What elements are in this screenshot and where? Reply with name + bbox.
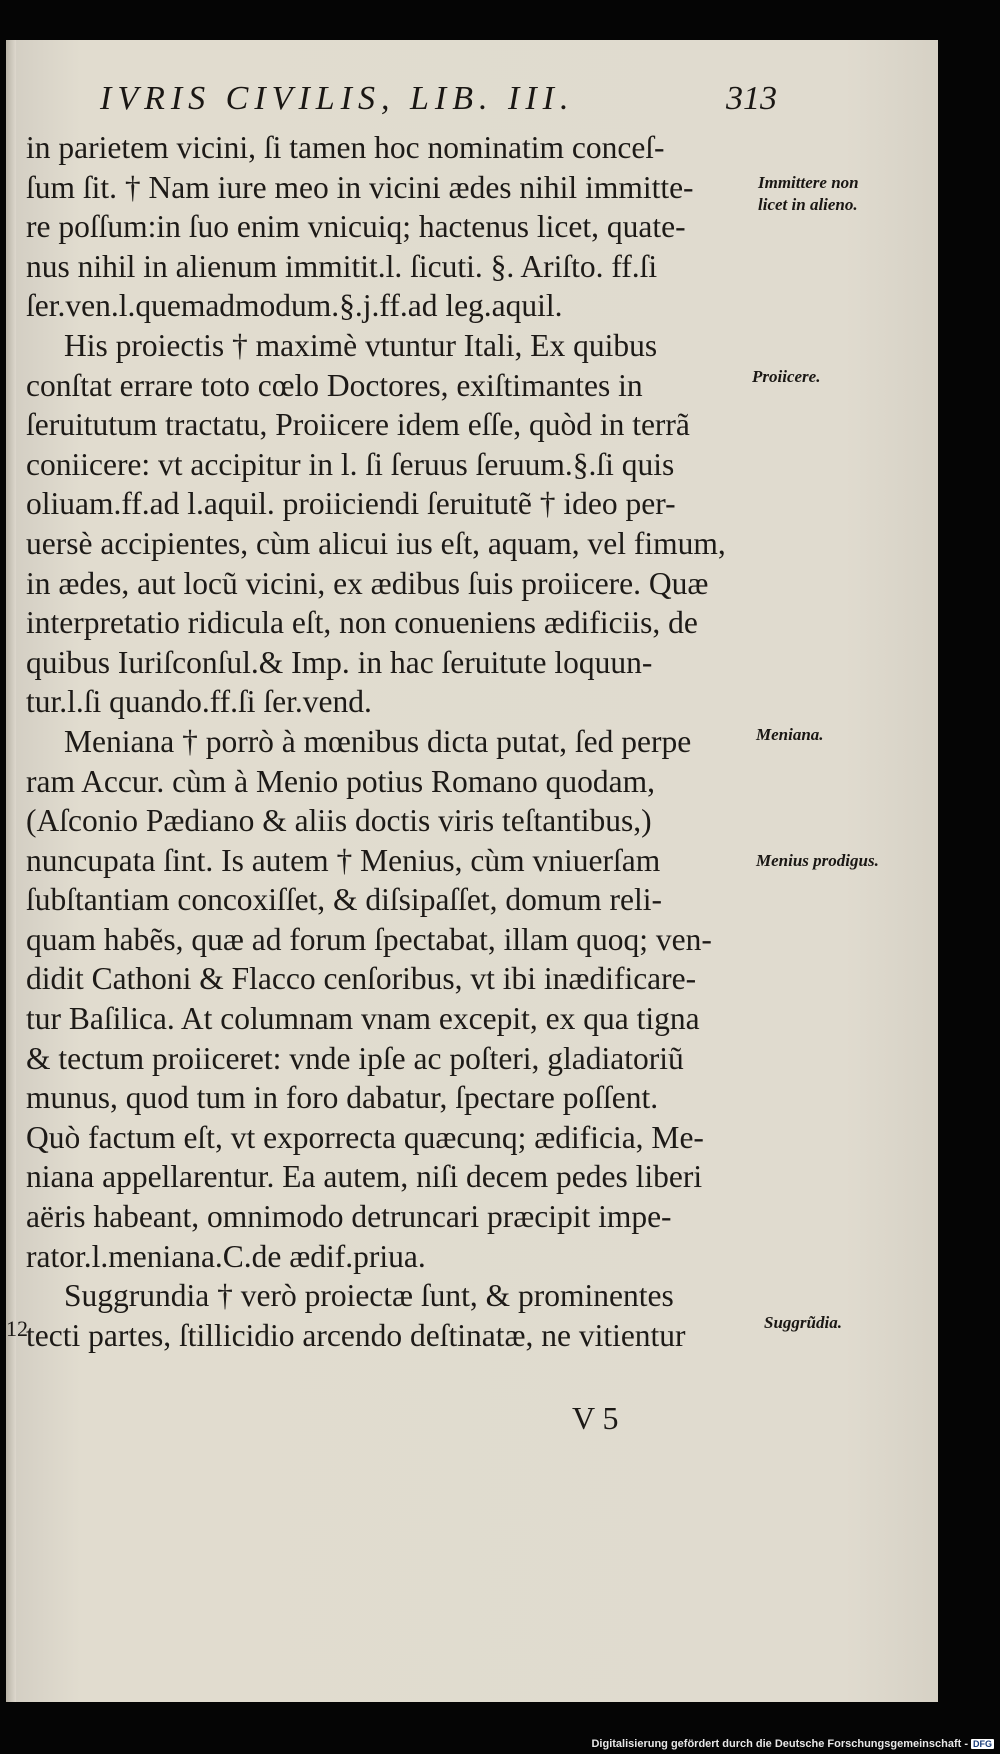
footer-credit: [591, 1738, 994, 1750]
text-line: uersè accipientes, cùm alicui ius eſt, aquam, vel fimum,: [26, 525, 726, 561]
text-line: conſtat errare toto cœlo Doctores, exiſtimantes in: [26, 367, 643, 403]
marginal-note-suggrundia: Suggrũdia.: [764, 1313, 842, 1332]
text-line: tur Baſilica. At columnam vnam excepit, ex qua tigna: [26, 1001, 700, 1037]
text-line: Meniana † porrò à mœnibus dicta putat, ſed perpe: [64, 723, 692, 759]
footer-credit-text: Digitalisierung gefördert durch die Deutsche Forschungsgemeinschaft -: [591, 1738, 968, 1750]
text-line: munus, quod tum in foro dabatur, ſpectare poſſent.: [26, 1080, 659, 1116]
marginal-note-menius: Menius prodigus.: [756, 851, 879, 870]
text-line: re poſſum:in ſuo enim vnicuiq; hactenus licet, quate-: [26, 209, 686, 245]
dfg-logo: DFG: [973, 1739, 992, 1749]
text-line: ſum ſit. † Nam iure meo in vicini ædes nihil immitte-: [26, 169, 694, 205]
page-number: 313: [726, 80, 777, 117]
text-line: ſeruitutum tractatu, Proiicere idem eſſe, quòd in terrã: [26, 407, 690, 443]
text-line: ſubſtantiam concoxiſſet, & diſsipaſſet, domum reli-: [26, 882, 662, 918]
text-line: & tectum proiiceret: vnde ipſe ac poſteri, gladiatoriũ: [26, 1040, 684, 1076]
text-line: didit Cathoni & Flacco cenſoribus, vt ibi inædificare-: [26, 961, 697, 997]
text-line: in parietem vicini, ſi tamen hoc nominatim conceſ-: [26, 130, 665, 165]
text-line: nuncupata ſint. Is autem † Menius, cùm vniuerſam: [26, 842, 661, 878]
text-line: oliuam.ff.ad l.aquil. proiiciendi ſeruitutẽ † ideo per-: [26, 486, 676, 522]
text-line: Quò factum eſt, vt exporrecta quæcunq; ædificia, Me-: [26, 1119, 704, 1155]
text-line: niana appellarentur. Ea autem, niſi decem pedes liberi: [26, 1159, 703, 1195]
text-line: rator.l.meniana.C.de ædif.priua.: [26, 1238, 426, 1274]
marginal-note-immittere: Immittere non licet in alieno.: [758, 173, 859, 214]
text-line: tecti partes, ſtillicidio arcendo deſtinatæ, ne vitientur: [26, 1317, 686, 1353]
marginal-note-meniana: Meniana.: [756, 725, 824, 744]
text-line: ram Accur. cùm à Menio potius Romano quodam,: [26, 763, 656, 799]
text-line: ſer.ven.l.quemadmodum.§.j.ff.ad leg.aquil.: [26, 288, 563, 324]
page-edge-shadow: [6, 40, 16, 1702]
running-title: IVRIS CIVILIS, LIB. III.: [100, 80, 575, 117]
text-line: quibus Iuriſconſul.& Imp. in hac ſeruitute loquun-: [26, 644, 653, 680]
text-line: tur.l.ſi quando.ff.ſi ſer.vend.: [26, 684, 372, 720]
text-line: aëris habeant, omnimodo detruncari præcipit impe-: [26, 1199, 672, 1235]
body-text: [26, 128, 746, 1355]
text-line: in ædes, aut locũ vicini, ex ædibus ſuis proiicere. Quæ: [26, 565, 709, 601]
text-line: interpretatio ridicula eſt, non conueniens ædificiis, de: [26, 605, 698, 641]
text-line: nus nihil in alienum immitit.l. ſicuti. §. Ariſto. ff.ſi: [26, 248, 658, 284]
signature-mark: V 5: [572, 1400, 619, 1436]
text-line: quam habẽs, quæ ad forum ſpectabat, illam quoq; ven-: [26, 921, 712, 957]
text-line: Suggrundia † verò proiectæ ſunt, & prominentes: [64, 1278, 674, 1314]
text-line: (Aſconio Pædiano & aliis doctis viris teſtantibus,): [26, 803, 652, 839]
marginal-note-proiicere: Proiicere.: [752, 367, 821, 386]
line-marker: 12: [6, 1316, 28, 1341]
text-line: His proiectis † maximè vtuntur Itali, Ex quibus: [64, 327, 658, 363]
text-line: coniicere: vt accipitur in l. ſi ſeruus ſeruum.§.ſi quis: [26, 446, 675, 482]
